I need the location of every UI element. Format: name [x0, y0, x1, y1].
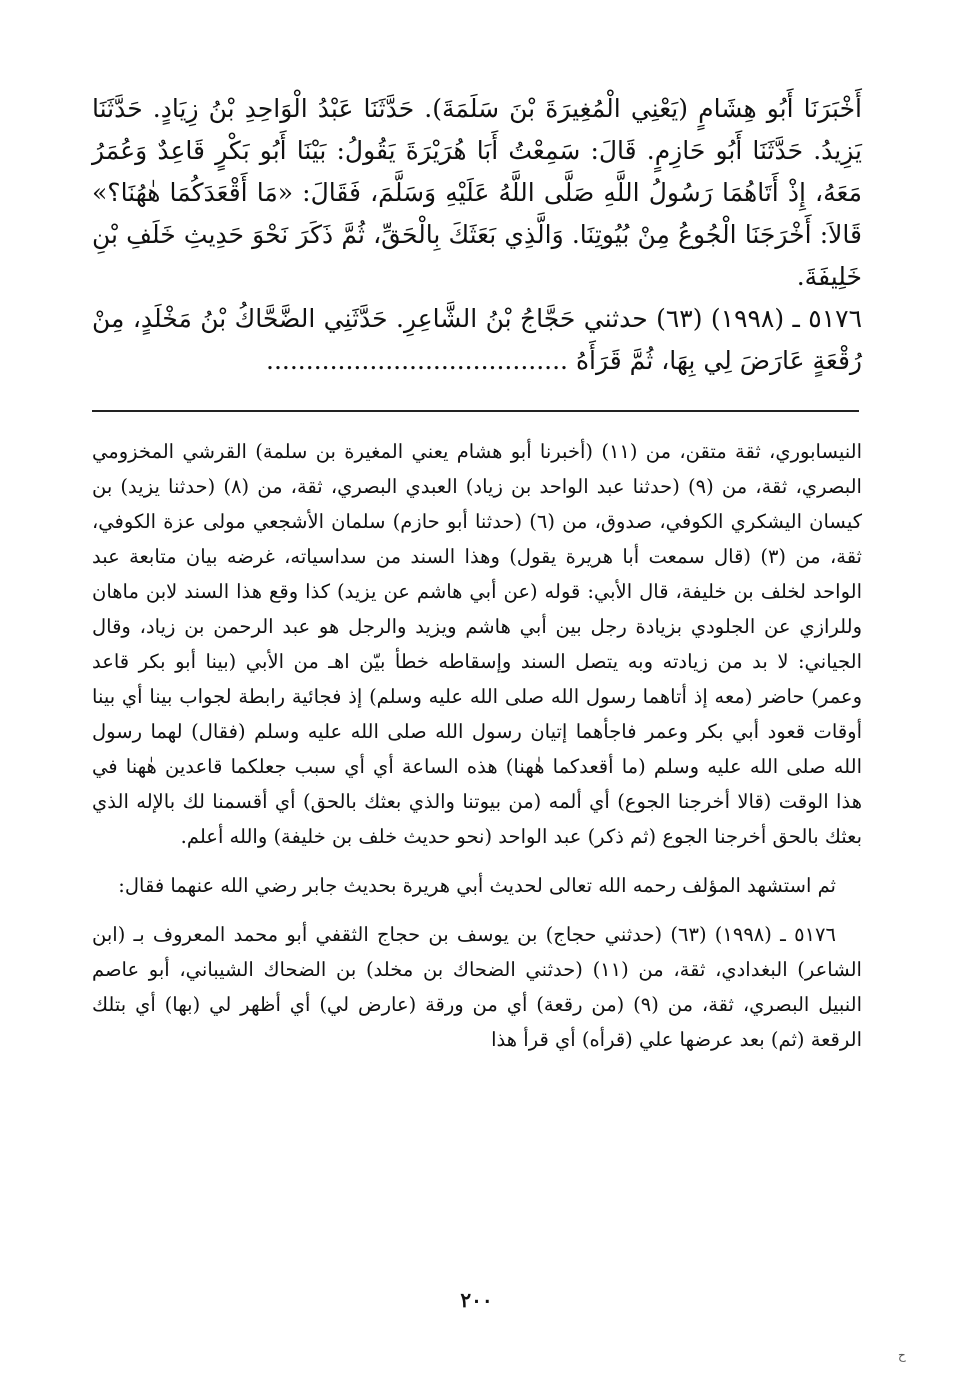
hadith-text-paragraph: أَخْبَرَنَا أَبُو هِشَامٍ (يَعْنِي الْمُغِيرَةَ بْنَ سَلَمَةَ). حَدَّثَنَا عَبْدُ الْوَاحِدِ بْنُ زِيَادٍ. حَدَّثَنَا يَزِيدُ. حَدَّثَنَا أَبُو حَازِمٍ. قَالَ: سَمِعْتُ أَبَا هُرَيْرَةَ يَقُولُ: بَيْنَا أَبُو بَكْرٍ قَاعِدٌ وَعُمَرُ مَعَهُ، إِذْ أَتَاهُمَا رَسُولُ اللَّهِ صَلَّى اللَّهُ عَلَيْهِ وَسَلَّمَ، فَقَالَ: «مَا أَقْعَدَكُمَا هٰهُنَا؟» قَالاَ: أَخْرَجَنَا الْجُوعُ مِنْ بُيُوتِنَا. وَالَّذِي بَعَثَكَ بِالْحَقِّ، ثُمَّ ذَكَرَ نَحْوَ حَدِيثِ خَلَفِ بْنِ خَلِيفَةَ.: [92, 94, 862, 291]
commentary-paragraph-next-hadith: ٥١٧٦ ـ (١٩٩٨) (٦٣) (حدثني حجاج) بن يوسف بن حجاج الثقفي أبو محمد المعروف بـ (ابن الشاعر) البغدادي، ثقة، من (١١) (حدثني الضحاك بن مخلد) بن الضحاك الشيباني، أبو عاصم النبيل البصري، ثقة، من (٩) (من رقعة) أي من ورقة (عارض لي) أي أظهر لي (بها) أي بتلك الرقعة (ثم) بعد عرضها علي (قرأه) أي قرأ هذا: [92, 923, 862, 1051]
commentary-paragraph-transition: ثم استشهد المؤلف رحمه الله تعالى لحديث أبي هريرة بحديث جابر رضي الله عنهما فقال:: [118, 874, 836, 897]
commentary-section: [92, 434, 862, 1057]
hadith-chain-paragraph: ٥١٧٦ ـ (١٩٩٨) (٦٣) حدثني حَجَّاجُ بْنُ الشَّاعِرِ. حَدَّثَنِي الضَّحَّاكُ بْنُ مَخْلَدٍ، مِنْ رُقْعَةٍ عَارَضَ لِي بِهَا، ثُمَّ قَرَأَهُ ......................................: [92, 304, 862, 375]
page-number: ٢٠٠: [460, 1288, 493, 1312]
footnote-separator: [92, 410, 859, 412]
signature-mark: ح: [898, 1348, 906, 1362]
commentary-paragraph-narrators: النيسابوري، ثقة متقن، من (١١) (أخبرنا أبو هشام يعني المغيرة بن سلمة) القرشي المخزومي البصري، ثقة، من (٩) (حدثنا عبد الواحد بن زياد) العبدي البصري، ثقة، من (٨) (حدثنا يزيد) بن كيسان اليشكري الكوفي، صدوق، من (٦) (حدثنا أبو حازم) سلمان الأشجعي مولى عزة الكوفي، ثقة، من (٣) (قال سمعت أبا هريرة يقول) وهذا السند من سداسياته، غرضه بيان متابعة عبد الواحد لخلف بن خليفة، قال الأبي: قوله (عن أبي هاشم عن يزيد) كذا وقع هذا السند لابن ماهان وللرازي عن الجلودي بزيادة رجل بين أبي هاشم ويزيد والرجل هو عبد الرحمن بن زياد، وقال الجياني: لا بد من زيادته وبه يتصل السند وإسقاطه خطأ بيّن اهـ من الأبي (بينا أبو بكر قاعد وعمر) حاضر (معه إذ أتاهما رسول الله صلى الله عليه وسلم) إذ فجائية رابطة لجواب بينا أي بينا أوقات قعود أبي بكر وعمر فاجأهما إتيان رسول الله صلى الله عليه وسلم (فقال) لهما رسول الله صلى الله عليه وسلم (ما أقعدكما هٰهنا) هذه الساعة أي أي سبب جعلكما قاعدين هٰهنا في هذا الوقت (قالا أخرجنا الجوع) أي ألمه (من بيوتنا والذي بعثك بالحق) أي أقسمنا لك بالإله الذي بعثك بالحق أخرجنا الجوع (ثم ذكر) عبد الواحد (نحو حديث خلف بن خليفة) والله أعلم.: [92, 440, 862, 848]
